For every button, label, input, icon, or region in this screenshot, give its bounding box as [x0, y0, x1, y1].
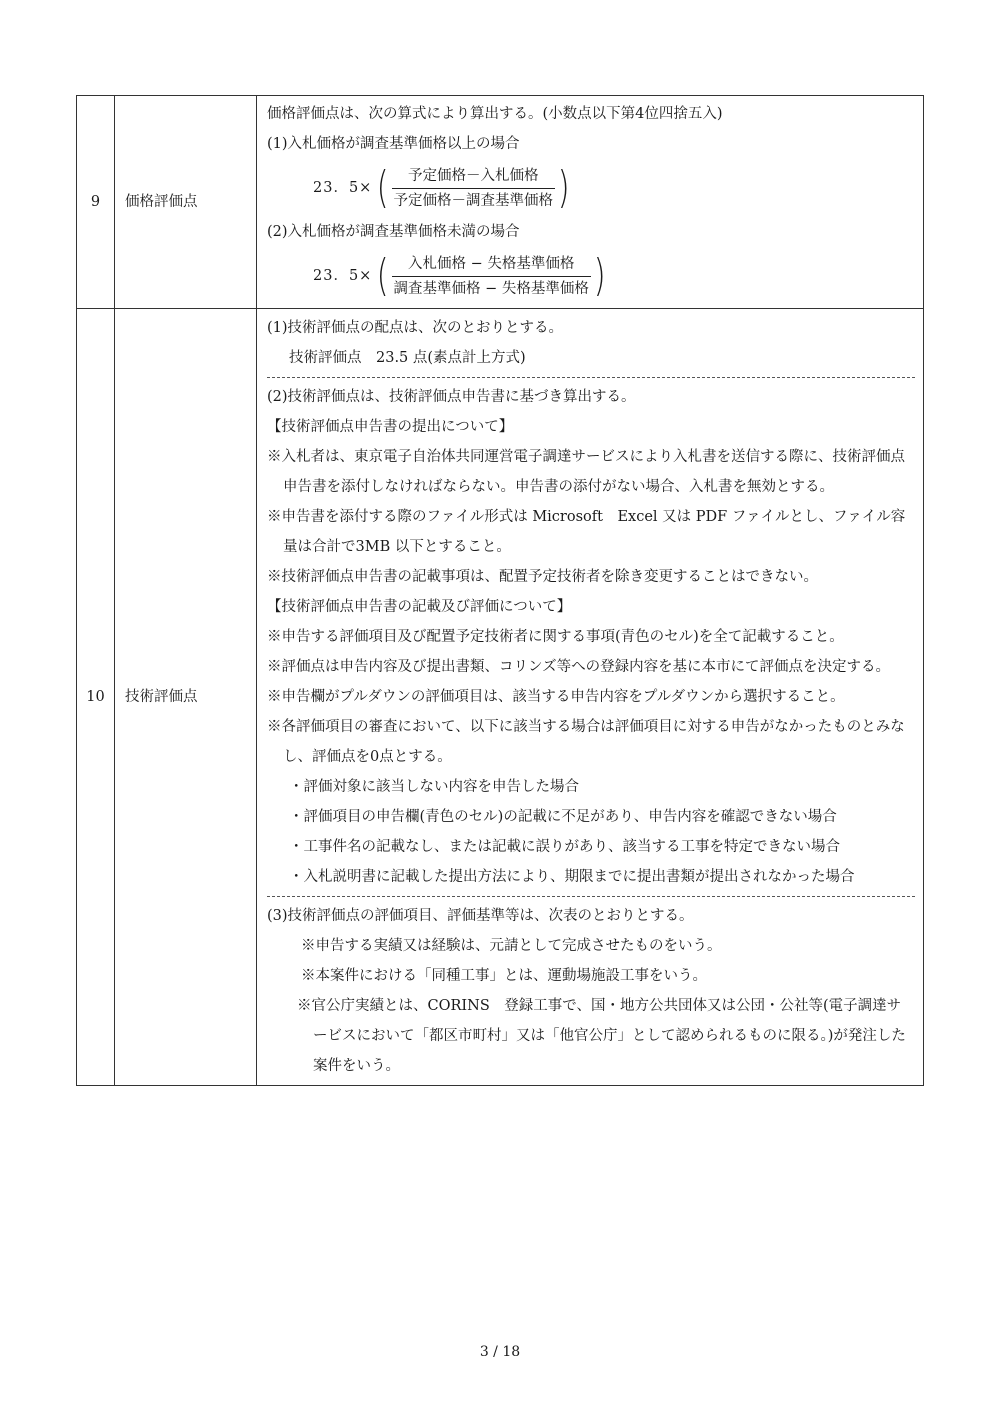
sec3-note3: ※官公庁実績とは、CORINS 登録工事で、国・地方公共団体又は公団・公社等(電子調達サービスにおいて「都区市町村」又は「他官公庁」として認められるものに限る。)が発注した案件をいう。: [297, 998, 906, 1074]
fraction: [392, 252, 591, 301]
fraction-denominator: 調査基準価格 − 失格基準価格: [392, 276, 591, 301]
sec1-line1: (1)技術評価点の配点は、次のとおりとする。: [267, 320, 564, 336]
sec3-line1: (3)技術評価点の評価項目、評価基準等は、次表のとおりとする。: [267, 908, 694, 924]
sec1-line2: 技術評価点 23.5 点(素点計上方式): [289, 350, 526, 366]
sec3-note2: ※本案件における「同種工事」とは、運動場施設工事をいう。: [301, 968, 707, 984]
sec2-note4: ※申告する評価項目及び配置予定技術者に関する事項(青色のセル)を全て記載すること。: [267, 629, 844, 645]
row-content: [257, 309, 924, 1086]
sec2-line1: (2)技術評価点は、技術評価点申告書に基づき算出する。: [267, 389, 636, 405]
section-1: [267, 309, 915, 377]
sec2-heading2: 【技術評価点申告書の記載及び評価について】: [267, 599, 572, 615]
sec2-note2: ※申告書を添付する際のファイル形式は Microsoft Excel 又は PDF ファイルとし、ファイル容量は合計で3MB 以下とすること。: [267, 509, 906, 555]
case2-label: (2)入札価格が調査基準価格未満の場合: [267, 224, 520, 240]
fraction-denominator: 予定価格－調査基準価格: [392, 188, 556, 213]
left-paren: (: [376, 162, 389, 213]
sec2-heading1: 【技術評価点申告書の提出について】: [267, 419, 514, 435]
row-item-label: 技術評価点: [115, 309, 257, 1086]
list-item: ・評価項目の申告欄(青色のセル)の記載に不足があり、申告内容を確認できない場合: [289, 809, 837, 825]
right-paren: ): [593, 250, 606, 301]
fraction: [392, 164, 556, 213]
row-item-label: 価格評価点: [115, 96, 257, 309]
sec2-note5: ※評価点は申告内容及び提出書類、コリンズ等への登録内容を基に本市にて評価点を決定する。: [267, 659, 891, 675]
case1-label: (1)入札価格が調査基準価格以上の場合: [267, 136, 520, 152]
table-row-10: [77, 309, 924, 1086]
fraction-numerator: 予定価格－入札価格: [408, 167, 539, 184]
formula-case2: [267, 247, 915, 305]
sec2-note1: ※入札者は、東京電子自治体共同運営電子調達サービスにより入札書を送信する際に、技術評価点申告書を添付しなければならない。申告書の添付がない場合、入札書を無効とする。: [267, 449, 905, 495]
section-2: [267, 377, 915, 896]
list-item: ・入札説明書に記載した提出方法により、期限までに提出書類が提出されなかった場合: [289, 869, 855, 885]
evaluation-table: [76, 95, 924, 1086]
row-number: 10: [77, 309, 115, 1086]
page-number: 3 / 18: [479, 1344, 521, 1360]
sec2-note6: ※申告欄がプルダウンの評価項目は、該当する申告内容をプルダウンから選択すること。: [267, 689, 845, 705]
table-row-9: [77, 96, 924, 309]
list-item: ・工事件名の記載なし、または記載に誤りがあり、該当する工事を特定できない場合: [289, 839, 840, 855]
list-item: ・評価対象に該当しない内容を申告した場合: [289, 779, 579, 795]
left-paren: (: [376, 250, 389, 301]
right-paren: ): [557, 162, 570, 213]
sec3-note1: ※申告する実績又は経験は、元請として完成させたものをいう。: [301, 938, 722, 954]
row-number: 9: [77, 96, 115, 309]
price-intro-text: 価格評価点は、次の算式により算出する。(小数点以下第4位四捨五入): [267, 106, 723, 122]
fraction-numerator: 入札価格 − 失格基準価格: [408, 255, 575, 272]
row-content: [257, 96, 924, 309]
formula-coefficient: 23．5×: [313, 180, 373, 196]
sec2-note7: ※各評価項目の審査において、以下に該当する場合は評価項目に対する申告がなかったものとみなし、評価点を0点とする。: [267, 719, 905, 765]
formula-coefficient: 23．5×: [313, 268, 373, 284]
section-3: [267, 896, 915, 1085]
sec2-note3: ※技術評価点申告書の記載事項は、配置予定技術者を除き変更することはできない。: [267, 569, 818, 585]
formula-case1: [267, 159, 915, 217]
